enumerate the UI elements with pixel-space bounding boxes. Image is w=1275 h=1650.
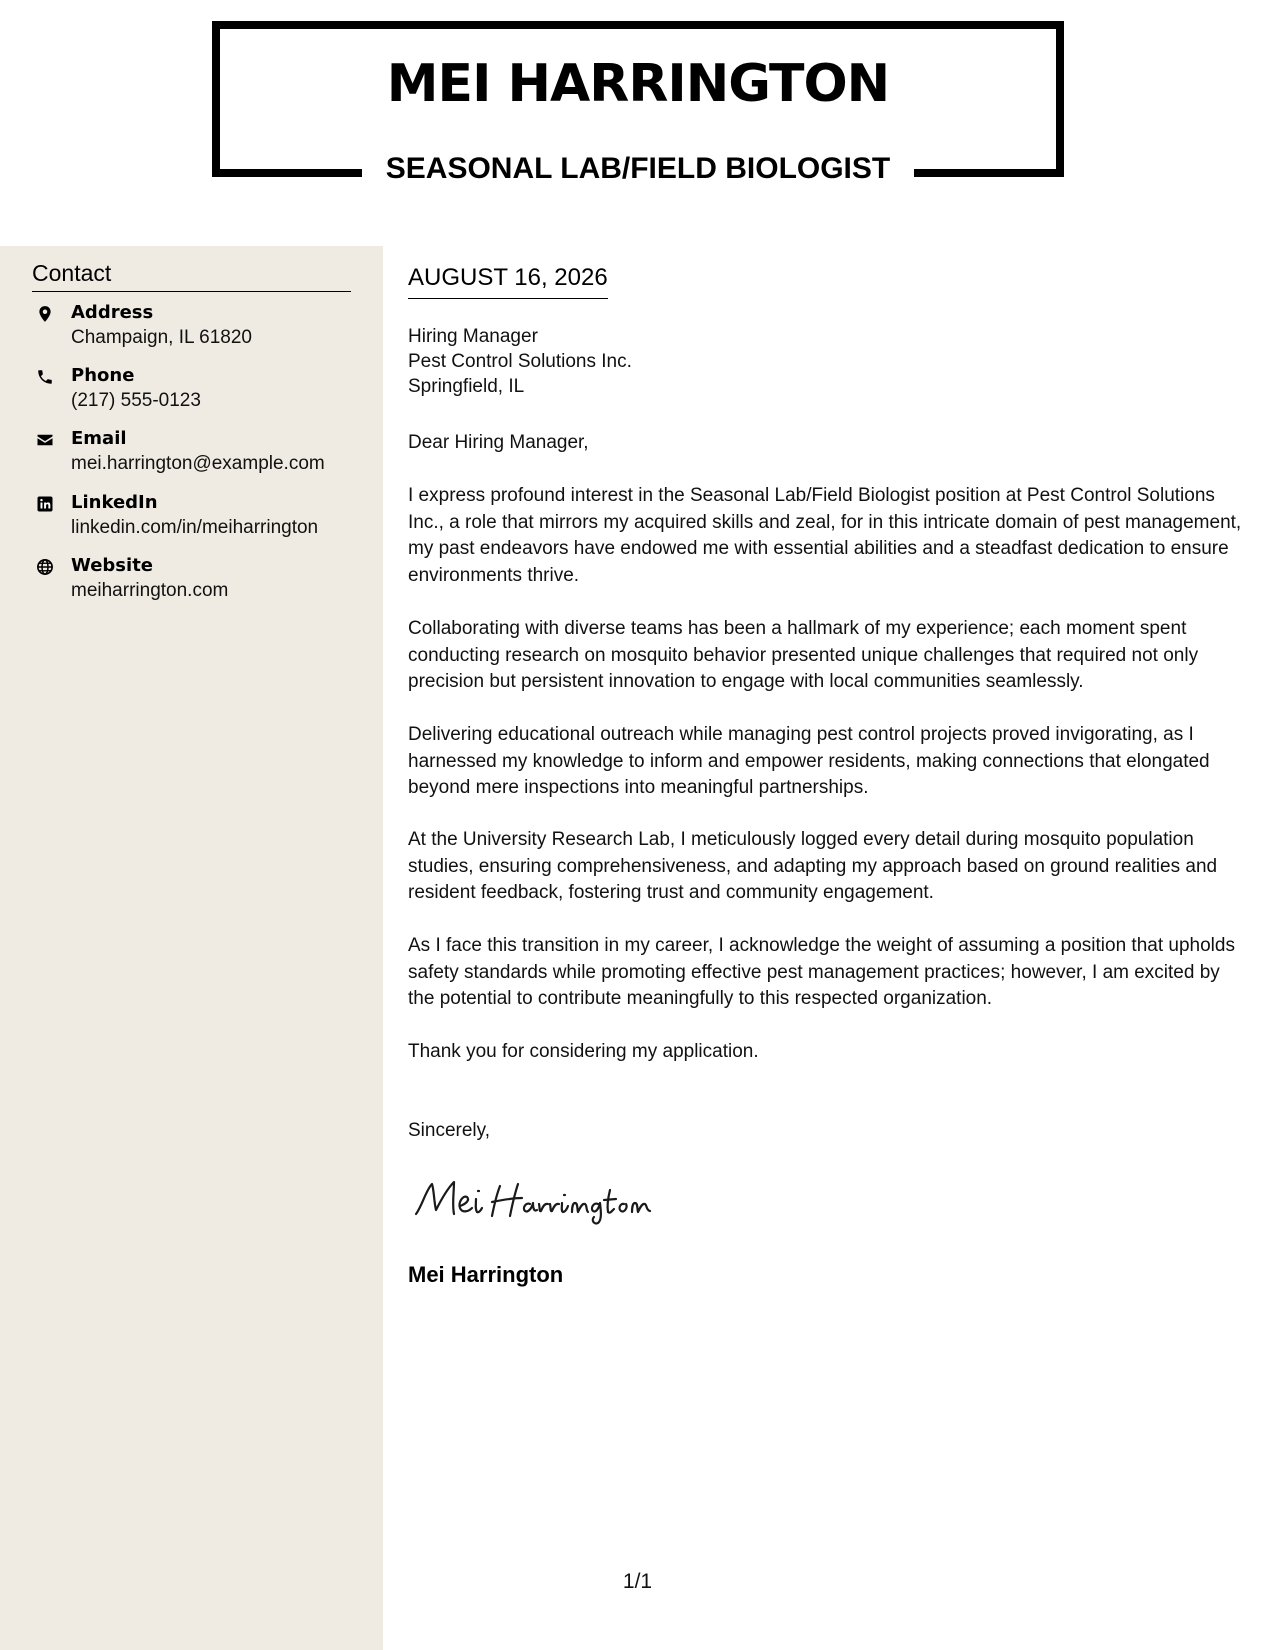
letter-paragraph: As I face this transition in my career, I acknowledge the weight of assuming a position that upholds safety standards while promoting effective pest management practices; however, I am excited by the potential to contribute meaningfully to this respected organization. [408, 935, 1235, 1009]
contact-value: linkedin.com/in/meiharrington [71, 517, 319, 538]
contact-item-email [32, 428, 372, 480]
globe-icon [36, 558, 54, 576]
contact-item-phone [32, 365, 372, 417]
contact-value: (217) 555-0123 [71, 390, 201, 411]
contact-label: Address [71, 302, 154, 323]
recipient-line: Hiring Manager [408, 326, 538, 347]
contact-label: Website [71, 555, 154, 576]
contact-label: Phone [71, 365, 135, 386]
applicant-name: MEI HARRINGTON [386, 54, 890, 114]
salutation: Dear Hiring Manager, [408, 432, 589, 453]
contact-value: mei.harrington@example.com [71, 453, 325, 474]
header-frame-bottom-left [212, 169, 362, 177]
handwritten-signature [412, 1176, 674, 1226]
contact-value: meiharrington.com [71, 580, 229, 601]
contact-item-linkedin [32, 492, 372, 544]
contact-item-website [32, 555, 372, 607]
letter-paragraph: At the University Research Lab, I meticulously logged every detail during mosquito population studies, ensuring comprehensiveness, and adapting my approach based on ground realities and resident feedback, fostering trust and community engagement. [408, 829, 1218, 903]
header-frame-bottom-right [914, 169, 1064, 177]
phone-icon [36, 368, 54, 386]
contact-value: Champaign, IL 61820 [71, 327, 252, 348]
contact-label: Email [71, 428, 127, 449]
contact-label: LinkedIn [71, 492, 158, 513]
recipient-line: Springfield, IL [408, 376, 525, 397]
letter-paragraph: I express profound interest in the Seasonal Lab/Field Biologist position at Pest Control Solutions Inc., a role that mirrors my acquired skills and zeal, for in this intricate domain of pest management, my past endeavors have endowed me with essential abilities and a steadfast dedication to ensure environments thrive. [408, 485, 1242, 586]
linkedin-icon [36, 495, 54, 513]
signature-name: Mei Harrington [408, 1262, 564, 1287]
letter-paragraph: Thank you for considering my application. [408, 1041, 759, 1062]
page-number: 1/1 [622, 1570, 653, 1593]
envelope-icon [36, 431, 54, 449]
letter-date: AUGUST 16, 2026 [408, 266, 608, 299]
recipient-block [408, 324, 632, 399]
letter-paragraph: Delivering educational outreach while managing pest control projects proved invigorating, as I harnessed my knowledge to inform and empower residents, making connections that elongated beyond mere inspections into meaningful partnerships. [408, 724, 1210, 798]
closing: Sincerely, [408, 1120, 491, 1141]
recipient-line: Pest Control Solutions Inc. [408, 351, 632, 372]
location-pin-icon [36, 305, 54, 323]
letter-paragraph: Collaborating with diverse teams has been a hallmark of my experience; each moment spent conducting research on mosquito behavior presented unique challenges that required not only precision but persistent innovation to engage with local communities seamlessly. [408, 618, 1199, 692]
contact-item-address [32, 302, 372, 354]
contact-heading: Contact [32, 262, 351, 292]
job-title: SEASONAL LAB/FIELD BIOLOGIST [385, 152, 891, 185]
